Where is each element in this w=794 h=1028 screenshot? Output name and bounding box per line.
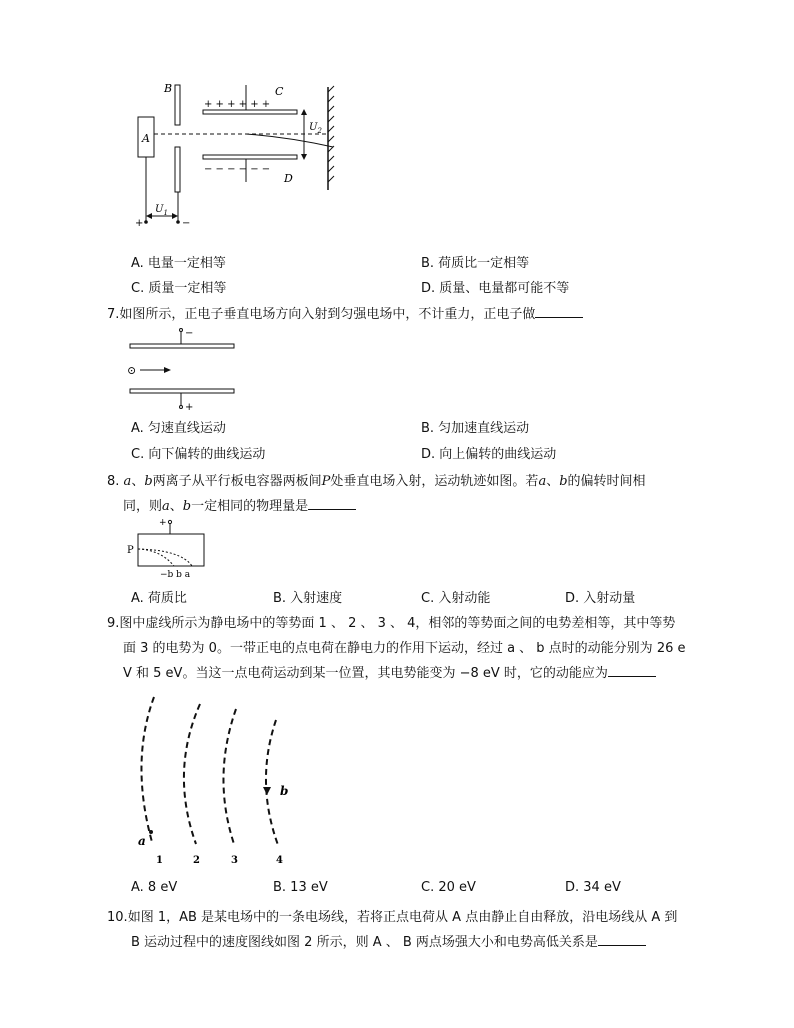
label-U2: $U_2$ xyxy=(309,122,322,135)
q9-line3: V 和 5 eV。当这一点电荷运动到某一位置，其电势能变为 −8 eV 时，它的动能应为 xyxy=(123,662,656,681)
U1-plus: + xyxy=(135,218,144,229)
q7-positron: ⊙ xyxy=(127,364,137,377)
q8-answer-blank[interactable] xyxy=(308,497,356,510)
bottom-charges: − − − − − − xyxy=(204,164,271,175)
q7-option-a[interactable]: A. 匀速直线运动 xyxy=(131,421,226,436)
q7-top-plate xyxy=(130,344,234,348)
plate-B-upper xyxy=(175,85,180,125)
q9-label-b: b xyxy=(280,784,289,798)
q7-option-d[interactable]: D. 向上偏转的曲线运动 xyxy=(421,447,557,462)
q7-option-c[interactable]: C. 向下偏转的曲线运动 xyxy=(131,447,266,462)
q9-surface-2: 2 xyxy=(193,855,200,866)
q9-line2: 面 3 的电势为 0。一带正电的点电荷在静电力的作用下运动，经过 a 、 b 点时的动能分别为 26 e xyxy=(123,641,686,656)
q6-option-b[interactable]: B. 荷质比一定相等 xyxy=(421,256,530,271)
q9-surface-3: 3 xyxy=(231,855,238,866)
top-charges: + + + + + + xyxy=(204,99,271,110)
q8-option-a[interactable]: A. 荷质比 xyxy=(131,591,187,606)
q7-bottom-plate xyxy=(130,389,234,393)
U1-minus: − xyxy=(182,218,191,229)
q7-bottom-sign: + xyxy=(185,402,194,411)
q8-figure xyxy=(126,516,216,580)
q7-option-b[interactable]: B. 匀加速直线运动 xyxy=(421,421,530,436)
q8-bottom-labels: −b b a xyxy=(160,570,191,580)
label-A: A xyxy=(142,132,150,145)
q7-text: 如图所示，正电子垂直电场方向入射到匀强电场中，不计重力，正电子做 xyxy=(119,307,536,322)
q9-answer-blank[interactable] xyxy=(608,664,656,677)
plate-B-lower xyxy=(175,147,180,192)
q8-option-b[interactable]: B. 入射速度 xyxy=(273,591,343,606)
q8-option-d[interactable]: D. 入射动量 xyxy=(565,591,636,606)
q6-apparatus-figure xyxy=(128,82,348,230)
q6-option-a[interactable]: A. 电量一定相等 xyxy=(131,256,226,271)
label-D: D xyxy=(284,172,293,185)
q9-label-a: a xyxy=(138,834,146,848)
q7-answer-blank[interactable] xyxy=(535,305,583,318)
label-U1: $U_1$ xyxy=(155,204,168,217)
q8-question-line2: 同，则a、b一定相同的物理量是 xyxy=(123,495,356,514)
q8-question-line1: 8. a、b两离子从平行板电容器两板间P处垂直电场入射，运动轨迹如图。若a、b的偏转时间相 xyxy=(107,474,646,489)
q8-top-sign: + xyxy=(159,518,167,528)
q9-option-a[interactable]: A. 8 eV xyxy=(131,880,178,895)
q9-option-c[interactable]: C. 20 eV xyxy=(421,880,476,895)
plate-D xyxy=(203,155,297,159)
q9-option-b[interactable]: B. 13 eV xyxy=(273,880,328,895)
q9-line1: 9.图中虚线所示为静电场中的等势面 1 、 2 、 3 、 4，相邻的等势面之间的电势差相等，其中等势 xyxy=(107,616,676,631)
q9-surface-1: 1 xyxy=(156,855,163,866)
q9-equipotential-figure xyxy=(130,692,300,870)
q7-top-sign: − xyxy=(185,328,194,339)
q7-question xyxy=(107,303,583,322)
q9-surface-4: 4 xyxy=(276,855,283,866)
q6-option-c[interactable]: C. 质量一定相等 xyxy=(131,281,227,296)
q8-P-label: P xyxy=(127,545,134,556)
q7-figure xyxy=(126,325,238,411)
label-C: C xyxy=(275,85,284,98)
q6-option-d[interactable]: D. 质量、电量都可能不等 xyxy=(421,281,570,296)
q9-option-d[interactable]: D. 34 eV xyxy=(565,880,621,895)
q10-answer-blank[interactable] xyxy=(598,933,646,946)
q10-line2: B 运动过程中的速度图线如图 2 所示，则 A 、 B 两点场强大小和电势高低关系是 xyxy=(131,931,646,950)
q8-option-c[interactable]: C. 入射动能 xyxy=(421,591,491,606)
plate-C xyxy=(203,110,297,114)
q10-line1: 10.如图 1，AB 是某电场中的一条电场线，若将正点电荷从 A 点由静止自由释放，沿电场线从 A 到 xyxy=(107,910,678,925)
label-B: B xyxy=(164,82,173,95)
q7-number: 7. xyxy=(107,307,120,322)
